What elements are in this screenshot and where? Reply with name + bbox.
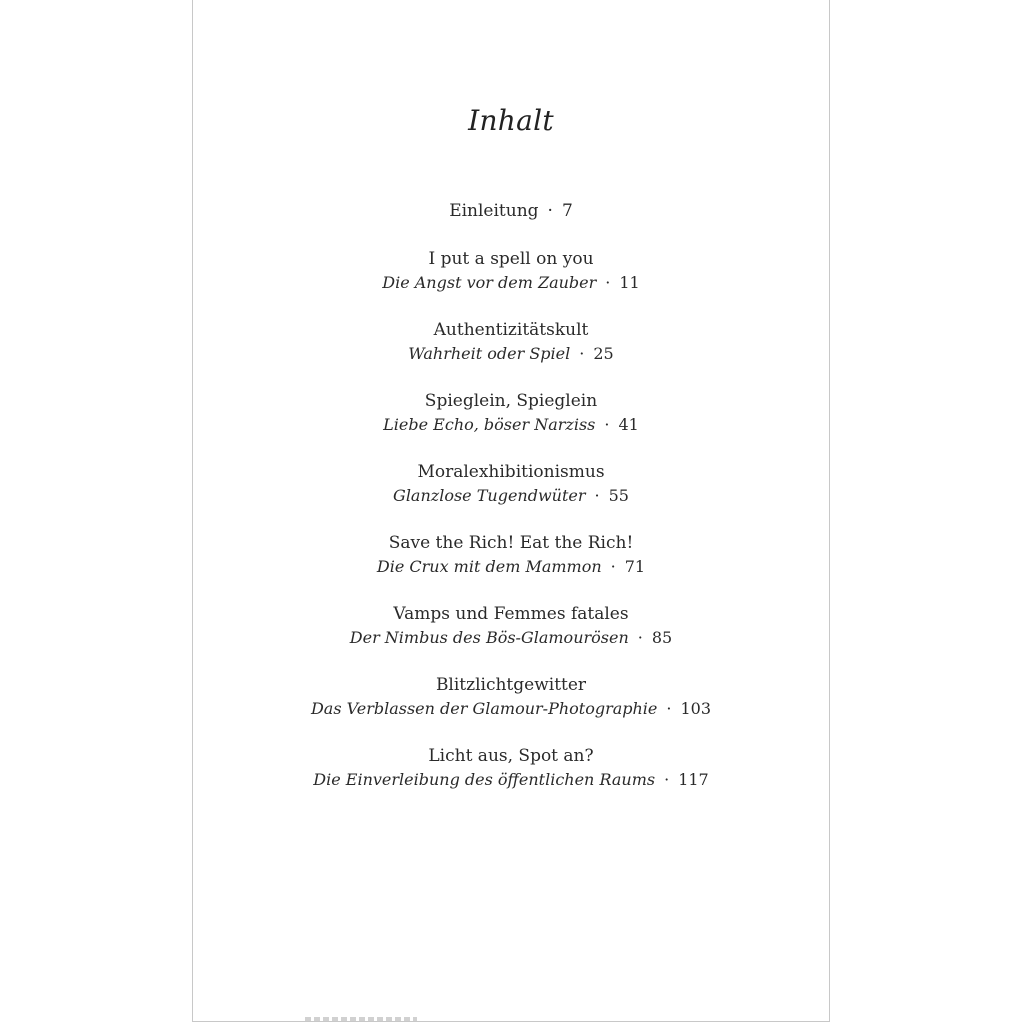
toc-entry [193,603,829,674]
toc-entry [193,390,829,461]
toc-entry [193,674,829,745]
separator-dot: · [605,273,611,292]
page-title: Inhalt [468,104,554,137]
toc-entry-line [193,626,829,649]
toc-entry [193,200,829,248]
page-number: 85 [651,628,673,647]
page-number: 71 [624,557,646,576]
page-number: 117 [678,770,709,789]
toc-entry-line [193,768,829,791]
toc-entry-line [193,697,829,720]
toc-entry-line [193,555,829,578]
separator-dot: · [666,699,672,718]
chapter-title: Authentizitätskult [433,320,589,340]
toc-entry-line [193,413,829,436]
chapter-subtitle: Die Angst vor dem Zauber [382,273,597,292]
chapter-title: I put a spell on you [428,249,594,269]
toc-entry [193,248,829,319]
toc-entry [193,532,829,603]
page-number: 25 [593,344,614,363]
chapter-title: Spieglein, Spieglein [424,391,598,411]
toc-entry-line [193,271,829,294]
page-edge-fragment [305,1017,417,1021]
chapter-title: Licht aus, Spot an? [428,746,594,766]
page-number: 11 [619,273,640,292]
chapter-subtitle: Die Crux mit dem Mammon [376,557,602,576]
chapter-title: Blitzlichtgewitter [435,675,587,695]
chapter-subtitle: Die Einverleibung des öffentlichen Raums [313,770,656,789]
toc-entry [193,319,829,390]
separator-dot: · [547,201,553,221]
book-page [192,0,830,1022]
separator-dot: · [610,557,616,576]
chapter-subtitle: Das Verblassen der Glamour-Photographie [310,699,658,718]
separator-dot: · [637,628,643,647]
chapter-subtitle: Glanzlose Tugendwüter [393,486,586,505]
chapter-subtitle: Wahrheit oder Spiel [408,344,571,363]
table-of-contents [193,200,829,816]
toc-entry [193,461,829,532]
separator-dot: · [664,770,670,789]
separator-dot: · [579,344,585,363]
toc-entry [193,745,829,816]
toc-entry-line [193,484,829,507]
chapter-title: Moralexhibitionismus [417,462,605,482]
page-number: 41 [618,415,639,434]
chapter-subtitle: Der Nimbus des Bös-Glamourösen [349,628,629,647]
chapter-title: Vamps und Femmes fatales [393,604,629,624]
separator-dot: · [604,415,610,434]
chapter-title: Einleitung [449,201,539,221]
page-number: 55 [608,486,629,505]
chapter-subtitle: Liebe Echo, böser Narziss [383,415,596,434]
toc-entry-line [193,200,829,223]
chapter-title: Save the Rich! Eat the Rich! [388,533,634,553]
separator-dot: · [594,486,600,505]
page-number: 7 [561,201,573,221]
page-number: 103 [680,699,712,718]
toc-entry-line [193,342,829,365]
